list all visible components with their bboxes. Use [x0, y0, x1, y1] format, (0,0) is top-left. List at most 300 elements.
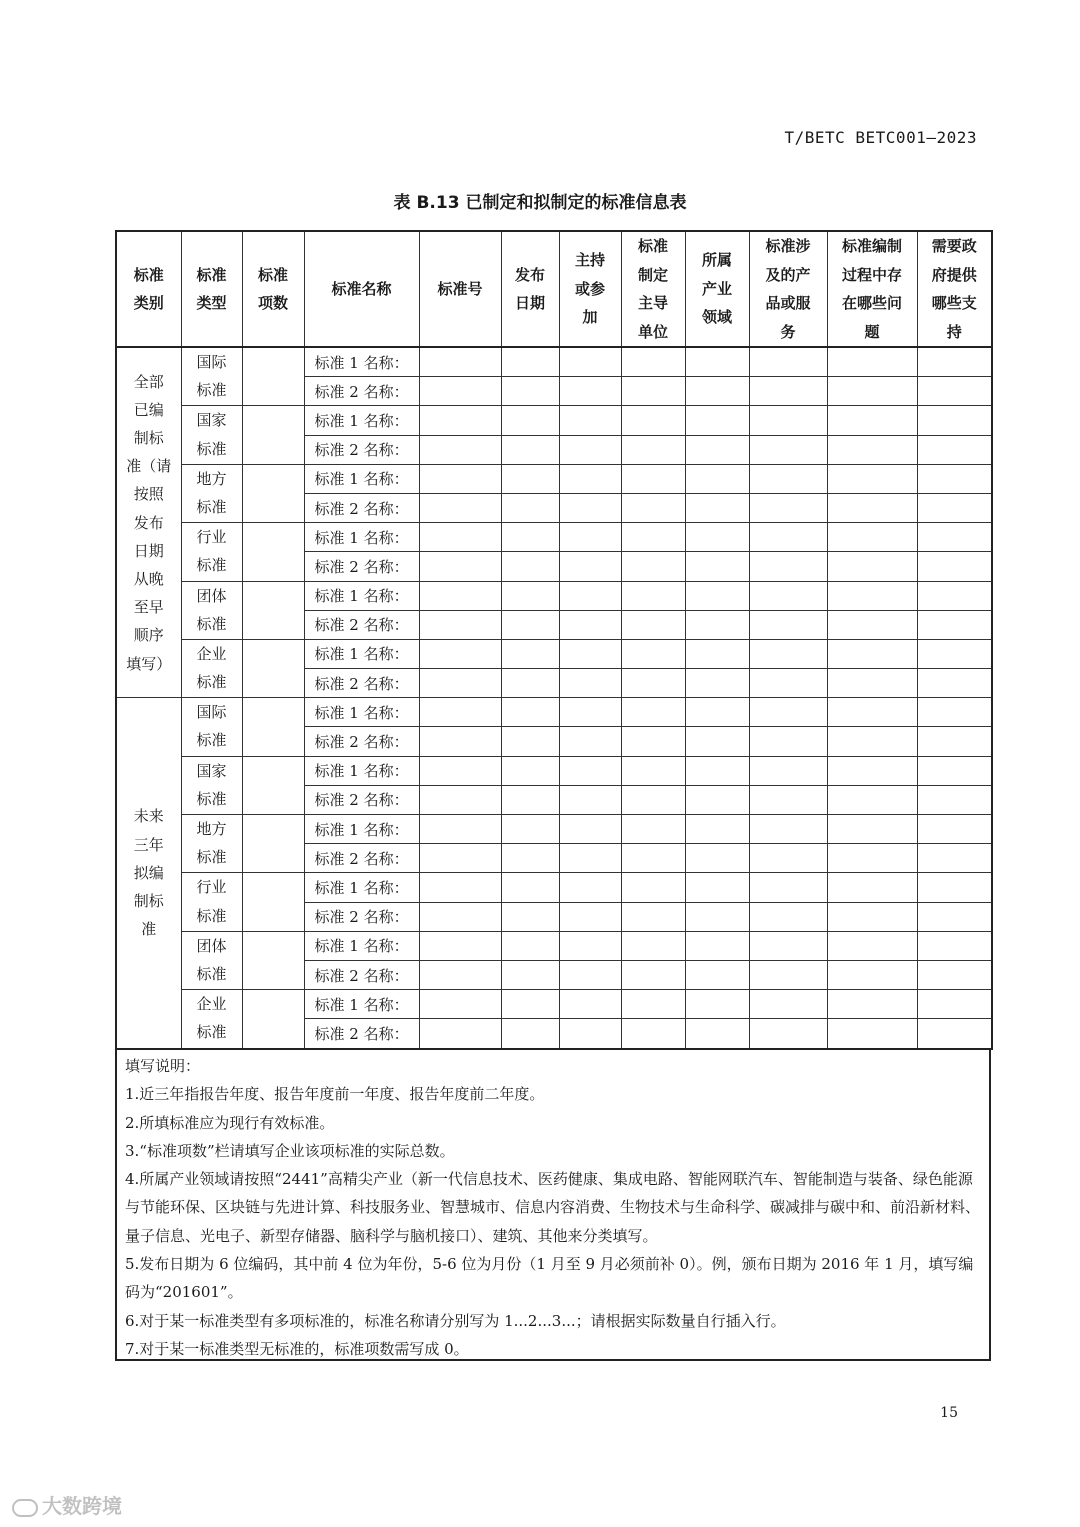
standard-type-line: 标准	[196, 731, 227, 750]
blank-entry-cell[interactable]	[917, 581, 992, 610]
blank-entry-cell[interactable]	[917, 873, 992, 902]
blank-entry-cell[interactable]	[621, 1019, 685, 1049]
column-header	[501, 231, 559, 347]
standard-type-cell	[181, 581, 242, 639]
blank-entry-cell[interactable]	[621, 931, 685, 960]
table-row	[116, 581, 992, 610]
blank-entry-cell[interactable]	[419, 581, 501, 610]
blank-entry-cell[interactable]	[559, 902, 621, 931]
blank-entry-cell[interactable]	[559, 523, 621, 552]
blank-entry-cell[interactable]	[827, 639, 917, 668]
category-line: 日期	[133, 541, 164, 560]
blank-entry-cell[interactable]	[827, 1019, 917, 1049]
blank-entry-cell[interactable]	[621, 960, 685, 989]
blank-entry-cell[interactable]	[917, 552, 992, 581]
blank-entry-cell[interactable]	[419, 464, 501, 493]
standard-count-cell[interactable]	[242, 523, 304, 581]
blank-entry-cell[interactable]	[501, 552, 559, 581]
blank-entry-cell[interactable]	[917, 960, 992, 989]
standards-info-table	[115, 230, 993, 1050]
blank-entry-cell[interactable]	[621, 902, 685, 931]
blank-entry-cell[interactable]	[749, 727, 827, 756]
blank-entry-cell[interactable]	[501, 493, 559, 522]
standard-name-cell[interactable]: 标准 1 名称：	[304, 815, 419, 844]
standard-name-cell[interactable]: 标准 2 名称：	[304, 552, 419, 581]
blank-entry-cell[interactable]	[559, 377, 621, 406]
blank-entry-cell[interactable]	[827, 727, 917, 756]
blank-entry-cell[interactable]	[685, 610, 749, 639]
blank-entry-cell[interactable]	[917, 377, 992, 406]
blank-entry-cell[interactable]	[501, 785, 559, 814]
standard-type-cell	[181, 815, 242, 873]
blank-entry-cell[interactable]	[685, 406, 749, 435]
blank-entry-cell[interactable]	[827, 377, 917, 406]
table-row	[116, 756, 992, 785]
blank-entry-cell[interactable]	[621, 785, 685, 814]
blank-entry-cell[interactable]	[917, 347, 992, 377]
blank-entry-cell[interactable]	[419, 610, 501, 639]
standard-name-cell[interactable]: 标准 1 名称：	[304, 406, 419, 435]
standard-count-cell[interactable]	[242, 990, 304, 1049]
blank-entry-cell[interactable]	[501, 1019, 559, 1049]
column-header	[559, 231, 621, 347]
standard-type-line: 标准	[196, 497, 227, 516]
blank-entry-cell[interactable]	[419, 815, 501, 844]
blank-entry-cell[interactable]	[419, 756, 501, 785]
blank-entry-cell[interactable]	[621, 464, 685, 493]
blank-entry-cell[interactable]	[827, 347, 917, 377]
blank-entry-cell[interactable]	[685, 990, 749, 1019]
blank-entry-cell[interactable]	[749, 347, 827, 377]
standard-name-cell[interactable]: 标准 2 名称：	[304, 493, 419, 522]
blank-entry-cell[interactable]	[621, 552, 685, 581]
blank-entry-cell[interactable]	[501, 815, 559, 844]
blank-entry-cell[interactable]	[749, 873, 827, 902]
standard-name-cell[interactable]: 标准 1 名称：	[304, 639, 419, 668]
blank-entry-cell[interactable]	[685, 756, 749, 785]
column-header-line: 主持	[574, 251, 605, 270]
standard-count-cell[interactable]	[242, 931, 304, 989]
column-header-line: 府提供	[931, 265, 977, 284]
standard-type-cell	[181, 698, 242, 756]
blank-entry-cell[interactable]	[419, 990, 501, 1019]
blank-entry-cell[interactable]	[559, 493, 621, 522]
blank-entry-cell[interactable]	[621, 377, 685, 406]
standard-count-cell[interactable]	[242, 756, 304, 814]
column-header	[621, 231, 685, 347]
blank-entry-cell[interactable]	[917, 727, 992, 756]
column-header-line: 在哪些问	[841, 294, 902, 312]
blank-entry-cell[interactable]	[827, 756, 917, 785]
blank-entry-cell[interactable]	[419, 669, 501, 698]
column-header-line: 项数	[257, 294, 288, 312]
blank-entry-cell[interactable]	[749, 493, 827, 522]
standard-type-line: 地方	[196, 469, 227, 488]
blank-entry-cell[interactable]	[621, 815, 685, 844]
blank-entry-cell[interactable]	[749, 698, 827, 727]
blank-entry-cell[interactable]	[685, 669, 749, 698]
blank-entry-cell[interactable]	[501, 960, 559, 989]
blank-entry-cell[interactable]	[827, 902, 917, 931]
blank-entry-cell[interactable]	[501, 931, 559, 960]
blank-entry-cell[interactable]	[827, 785, 917, 814]
standard-name-cell[interactable]: 标准 1 名称：	[304, 464, 419, 493]
blank-entry-cell[interactable]	[917, 406, 992, 435]
blank-entry-cell[interactable]	[501, 523, 559, 552]
blank-entry-cell[interactable]	[559, 1019, 621, 1049]
blank-entry-cell[interactable]	[685, 844, 749, 873]
blank-entry-cell[interactable]	[621, 639, 685, 668]
column-header-line: 所属	[701, 251, 732, 270]
blank-entry-cell[interactable]	[501, 406, 559, 435]
blank-entry-cell[interactable]	[621, 347, 685, 377]
blank-entry-cell[interactable]	[827, 552, 917, 581]
note-item: 1.近三年指报告年度、报告年度前一年度、报告年度前二年度。	[125, 1085, 545, 1104]
blank-entry-cell[interactable]	[685, 347, 749, 377]
blank-entry-cell[interactable]	[419, 435, 501, 464]
column-header	[419, 231, 501, 347]
category-line: 准	[141, 920, 157, 939]
blank-entry-cell[interactable]	[501, 873, 559, 902]
standard-count-cell[interactable]	[242, 347, 304, 406]
blank-entry-cell[interactable]	[419, 347, 501, 377]
column-header	[917, 231, 992, 347]
blank-entry-cell[interactable]	[419, 844, 501, 873]
standard-type-cell	[181, 406, 242, 464]
blank-entry-cell[interactable]	[827, 406, 917, 435]
blank-entry-cell[interactable]	[917, 756, 992, 785]
blank-entry-cell[interactable]	[685, 785, 749, 814]
standard-name-cell[interactable]: 标准 2 名称：	[304, 727, 419, 756]
blank-entry-cell[interactable]	[559, 698, 621, 727]
blank-entry-cell[interactable]	[559, 581, 621, 610]
blank-entry-cell[interactable]	[917, 435, 992, 464]
table-row	[116, 815, 992, 844]
blank-entry-cell[interactable]	[621, 844, 685, 873]
blank-entry-cell[interactable]	[749, 639, 827, 668]
blank-entry-cell[interactable]	[501, 639, 559, 668]
blank-entry-cell[interactable]	[501, 698, 559, 727]
blank-entry-cell[interactable]	[917, 785, 992, 814]
blank-entry-cell[interactable]	[685, 873, 749, 902]
category-line: 填写）	[126, 654, 172, 673]
category-line: 制标	[133, 891, 164, 910]
blank-entry-cell[interactable]	[917, 493, 992, 522]
standard-type-cell	[181, 347, 242, 406]
blank-entry-cell[interactable]	[685, 639, 749, 668]
notes-heading: 填写说明：	[125, 1057, 201, 1075]
blank-entry-cell[interactable]	[419, 902, 501, 931]
blank-entry-cell[interactable]	[559, 639, 621, 668]
blank-entry-cell[interactable]	[749, 960, 827, 989]
blank-entry-cell[interactable]	[749, 435, 827, 464]
blank-entry-cell[interactable]	[621, 756, 685, 785]
column-header-line: 标准	[637, 237, 668, 255]
blank-entry-cell[interactable]	[621, 873, 685, 902]
blank-entry-cell[interactable]	[827, 493, 917, 522]
blank-entry-cell[interactable]	[917, 523, 992, 552]
blank-entry-cell[interactable]	[501, 610, 559, 639]
table-row	[116, 698, 992, 727]
standard-count-cell[interactable]	[242, 406, 304, 464]
standard-name-cell[interactable]: 标准 2 名称：	[304, 669, 419, 698]
blank-entry-cell[interactable]	[685, 931, 749, 960]
column-header	[116, 231, 181, 347]
blank-entry-cell[interactable]	[559, 435, 621, 464]
column-header-line: 标准编制	[841, 237, 902, 255]
column-header	[304, 231, 419, 347]
blank-entry-cell[interactable]	[917, 990, 992, 1019]
column-header-line: 标准名称	[331, 279, 392, 298]
standard-type-cell	[181, 639, 242, 697]
standard-name-cell[interactable]: 标准 1 名称：	[304, 931, 419, 960]
blank-entry-cell[interactable]	[559, 464, 621, 493]
blank-entry-cell[interactable]	[559, 552, 621, 581]
page-number: 15	[940, 1405, 958, 1421]
blank-entry-cell[interactable]	[917, 931, 992, 960]
blank-entry-cell[interactable]	[827, 844, 917, 873]
standard-count-cell[interactable]	[242, 581, 304, 639]
standard-name-cell[interactable]: 标准 2 名称：	[304, 610, 419, 639]
standard-name-cell[interactable]: 标准 2 名称：	[304, 844, 419, 873]
category-line: 按照	[133, 485, 164, 504]
blank-entry-cell[interactable]	[749, 464, 827, 493]
blank-entry-cell[interactable]	[749, 785, 827, 814]
column-header	[685, 231, 749, 347]
blank-entry-cell[interactable]	[685, 523, 749, 552]
blank-entry-cell[interactable]	[685, 902, 749, 931]
blank-entry-cell[interactable]	[419, 406, 501, 435]
blank-entry-cell[interactable]	[559, 406, 621, 435]
note-item: 4.所属产业领域请按照“2441”高精尖产业（新一代信息技术、医药健康、集成电路、智能网联汽车、智能制造与装备、绿色能源与节能环保、区块链与先进计算、科技服务业、智慧城市、信息内容消费、生物技术与生命科学、碳减排与碳中和、前沿新材料、量子信息、光电子、新型存储器、脑科学与脑机接口）、建筑、其他来分类填写。	[125, 1170, 981, 1245]
blank-entry-cell[interactable]	[749, 610, 827, 639]
blank-entry-cell[interactable]	[917, 815, 992, 844]
blank-entry-cell[interactable]	[419, 493, 501, 522]
blank-entry-cell[interactable]	[419, 552, 501, 581]
blank-entry-cell[interactable]	[621, 610, 685, 639]
column-header-line: 标准号	[437, 279, 483, 298]
standard-count-cell[interactable]	[242, 815, 304, 873]
blank-entry-cell[interactable]	[917, 1019, 992, 1049]
blank-entry-cell[interactable]	[501, 756, 559, 785]
blank-entry-cell[interactable]	[419, 523, 501, 552]
blank-entry-cell[interactable]	[685, 815, 749, 844]
blank-entry-cell[interactable]	[827, 960, 917, 989]
blank-entry-cell[interactable]	[749, 523, 827, 552]
blank-entry-cell[interactable]	[559, 844, 621, 873]
column-header	[749, 231, 827, 347]
standard-name-cell[interactable]: 标准 2 名称：	[304, 960, 419, 989]
blank-entry-cell[interactable]	[917, 698, 992, 727]
blank-entry-cell[interactable]	[917, 639, 992, 668]
standard-name-cell[interactable]: 标准 2 名称：	[304, 785, 419, 814]
blank-entry-cell[interactable]	[501, 727, 559, 756]
blank-entry-cell[interactable]	[621, 435, 685, 464]
blank-entry-cell[interactable]	[621, 698, 685, 727]
blank-entry-cell[interactable]	[419, 785, 501, 814]
column-header-line: 标准	[257, 265, 288, 284]
standard-name-cell[interactable]: 标准 2 名称：	[304, 902, 419, 931]
blank-entry-cell[interactable]	[685, 493, 749, 522]
blank-entry-cell[interactable]	[685, 960, 749, 989]
blank-entry-cell[interactable]	[621, 523, 685, 552]
standard-type-cell	[181, 464, 242, 522]
blank-entry-cell[interactable]	[827, 435, 917, 464]
blank-entry-cell[interactable]	[559, 669, 621, 698]
blank-entry-cell[interactable]	[917, 610, 992, 639]
blank-entry-cell[interactable]	[501, 990, 559, 1019]
blank-entry-cell[interactable]	[419, 960, 501, 989]
blank-entry-cell[interactable]	[917, 464, 992, 493]
blank-entry-cell[interactable]	[749, 844, 827, 873]
standard-name-cell[interactable]: 标准 2 名称：	[304, 435, 419, 464]
blank-entry-cell[interactable]	[559, 756, 621, 785]
note-item: 5.发布日期为 6 位编码，其中前 4 位为年份，5-6 位为月份（1 月至 9 月必须前补 0）。例，颁布日期为 2016 年 1 月，填写编码为“201601”。	[125, 1255, 974, 1302]
column-header-line: 主导	[637, 294, 668, 312]
blank-entry-cell[interactable]	[827, 815, 917, 844]
standard-count-cell[interactable]	[242, 873, 304, 931]
blank-entry-cell[interactable]	[559, 931, 621, 960]
blank-entry-cell[interactable]	[749, 756, 827, 785]
blank-entry-cell[interactable]	[621, 727, 685, 756]
standard-name-cell[interactable]: 标准 2 名称：	[304, 377, 419, 406]
blank-entry-cell[interactable]	[501, 464, 559, 493]
blank-entry-cell[interactable]	[749, 815, 827, 844]
blank-entry-cell[interactable]	[749, 902, 827, 931]
blank-entry-cell[interactable]	[685, 552, 749, 581]
blank-entry-cell[interactable]	[685, 1019, 749, 1049]
standard-name-cell[interactable]: 标准 1 名称：	[304, 347, 419, 377]
blank-entry-cell[interactable]	[559, 990, 621, 1019]
blank-entry-cell[interactable]	[685, 698, 749, 727]
blank-entry-cell[interactable]	[749, 931, 827, 960]
blank-entry-cell[interactable]	[827, 669, 917, 698]
blank-entry-cell[interactable]	[827, 873, 917, 902]
blank-entry-cell[interactable]	[559, 873, 621, 902]
blank-entry-cell[interactable]	[419, 698, 501, 727]
blank-entry-cell[interactable]	[501, 844, 559, 873]
column-header-line: 品或服	[765, 294, 811, 312]
blank-entry-cell[interactable]	[685, 435, 749, 464]
blank-entry-cell[interactable]	[621, 669, 685, 698]
blank-entry-cell[interactable]	[685, 377, 749, 406]
blank-entry-cell[interactable]	[685, 581, 749, 610]
blank-entry-cell[interactable]	[621, 581, 685, 610]
column-header-line: 领域	[701, 308, 732, 327]
blank-entry-cell[interactable]	[501, 581, 559, 610]
blank-entry-cell[interactable]	[559, 785, 621, 814]
blank-entry-cell[interactable]	[685, 464, 749, 493]
blank-entry-cell[interactable]	[827, 990, 917, 1019]
blank-entry-cell[interactable]	[501, 669, 559, 698]
blank-entry-cell[interactable]	[621, 990, 685, 1019]
column-header-line: 类别	[133, 294, 164, 312]
blank-entry-cell[interactable]	[419, 873, 501, 902]
column-header-line: 或参	[574, 279, 605, 298]
blank-entry-cell[interactable]	[419, 931, 501, 960]
blank-entry-cell[interactable]	[749, 581, 827, 610]
table-row	[116, 931, 992, 960]
standard-type-line: 标准	[196, 381, 227, 400]
blank-entry-cell[interactable]	[827, 610, 917, 639]
blank-entry-cell[interactable]	[559, 960, 621, 989]
column-header-line: 标准涉	[765, 237, 811, 255]
blank-entry-cell[interactable]	[501, 435, 559, 464]
blank-entry-cell[interactable]	[501, 347, 559, 377]
blank-entry-cell[interactable]	[621, 406, 685, 435]
column-header-line: 类型	[196, 294, 227, 312]
blank-entry-cell[interactable]	[749, 669, 827, 698]
blank-entry-cell[interactable]	[917, 844, 992, 873]
column-header-line: 制定	[637, 265, 668, 284]
standard-name-cell[interactable]: 标准 1 名称：	[304, 698, 419, 727]
blank-entry-cell[interactable]	[559, 815, 621, 844]
blank-entry-cell[interactable]	[419, 727, 501, 756]
standard-name-cell[interactable]: 标准 1 名称：	[304, 523, 419, 552]
standard-count-cell[interactable]	[242, 639, 304, 697]
table-row	[116, 523, 992, 552]
blank-entry-cell[interactable]	[419, 639, 501, 668]
standard-count-cell[interactable]	[242, 464, 304, 522]
column-header-line: 标准	[196, 265, 227, 284]
blank-entry-cell[interactable]	[621, 493, 685, 522]
note-item: 7.对于某一标准类型无标准的，标准项数需写成 0。	[125, 1339, 469, 1358]
category-line: 三年	[133, 835, 164, 854]
blank-entry-cell[interactable]	[749, 990, 827, 1019]
blank-entry-cell[interactable]	[501, 377, 559, 406]
standard-type-line: 标准	[196, 848, 227, 867]
standard-type-line: 企业	[196, 644, 227, 663]
column-header-line: 加	[582, 308, 598, 327]
standard-name-cell[interactable]: 标准 2 名称：	[304, 1019, 419, 1049]
blank-entry-cell[interactable]	[559, 347, 621, 377]
blank-entry-cell[interactable]	[749, 552, 827, 581]
blank-entry-cell[interactable]	[917, 902, 992, 931]
category-line: 未来	[133, 807, 164, 826]
note-item: 3.“标准项数”栏请填写企业该项标准的实际总数。	[125, 1141, 455, 1160]
standard-type-cell	[181, 931, 242, 989]
standard-type-line: 国际	[196, 703, 227, 722]
blank-entry-cell[interactable]	[419, 1019, 501, 1049]
blank-entry-cell[interactable]	[559, 727, 621, 756]
column-header-line: 发布	[514, 265, 545, 284]
standard-type-line: 标准	[196, 789, 227, 808]
table-row	[116, 347, 992, 377]
blank-entry-cell[interactable]	[749, 377, 827, 406]
blank-entry-cell[interactable]	[749, 1019, 827, 1049]
column-header	[181, 231, 242, 347]
blank-entry-cell[interactable]	[685, 727, 749, 756]
blank-entry-cell[interactable]	[827, 464, 917, 493]
standard-name-cell[interactable]: 标准 1 名称：	[304, 873, 419, 902]
blank-entry-cell[interactable]	[827, 523, 917, 552]
table-title: 表 B.13 已制定和拟制定的标准信息表	[393, 193, 687, 213]
column-header-line: 题	[864, 322, 880, 341]
blank-entry-cell[interactable]	[917, 669, 992, 698]
standard-category-cell	[116, 698, 181, 1049]
standard-count-cell[interactable]	[242, 698, 304, 756]
standard-name-cell[interactable]: 标准 1 名称：	[304, 581, 419, 610]
blank-entry-cell[interactable]	[827, 581, 917, 610]
blank-entry-cell[interactable]	[559, 610, 621, 639]
blank-entry-cell[interactable]	[827, 931, 917, 960]
standard-name-cell[interactable]: 标准 1 名称：	[304, 756, 419, 785]
blank-entry-cell[interactable]	[501, 902, 559, 931]
standard-name-cell[interactable]: 标准 1 名称：	[304, 990, 419, 1019]
blank-entry-cell[interactable]	[827, 698, 917, 727]
blank-entry-cell[interactable]	[419, 377, 501, 406]
blank-entry-cell[interactable]	[749, 406, 827, 435]
